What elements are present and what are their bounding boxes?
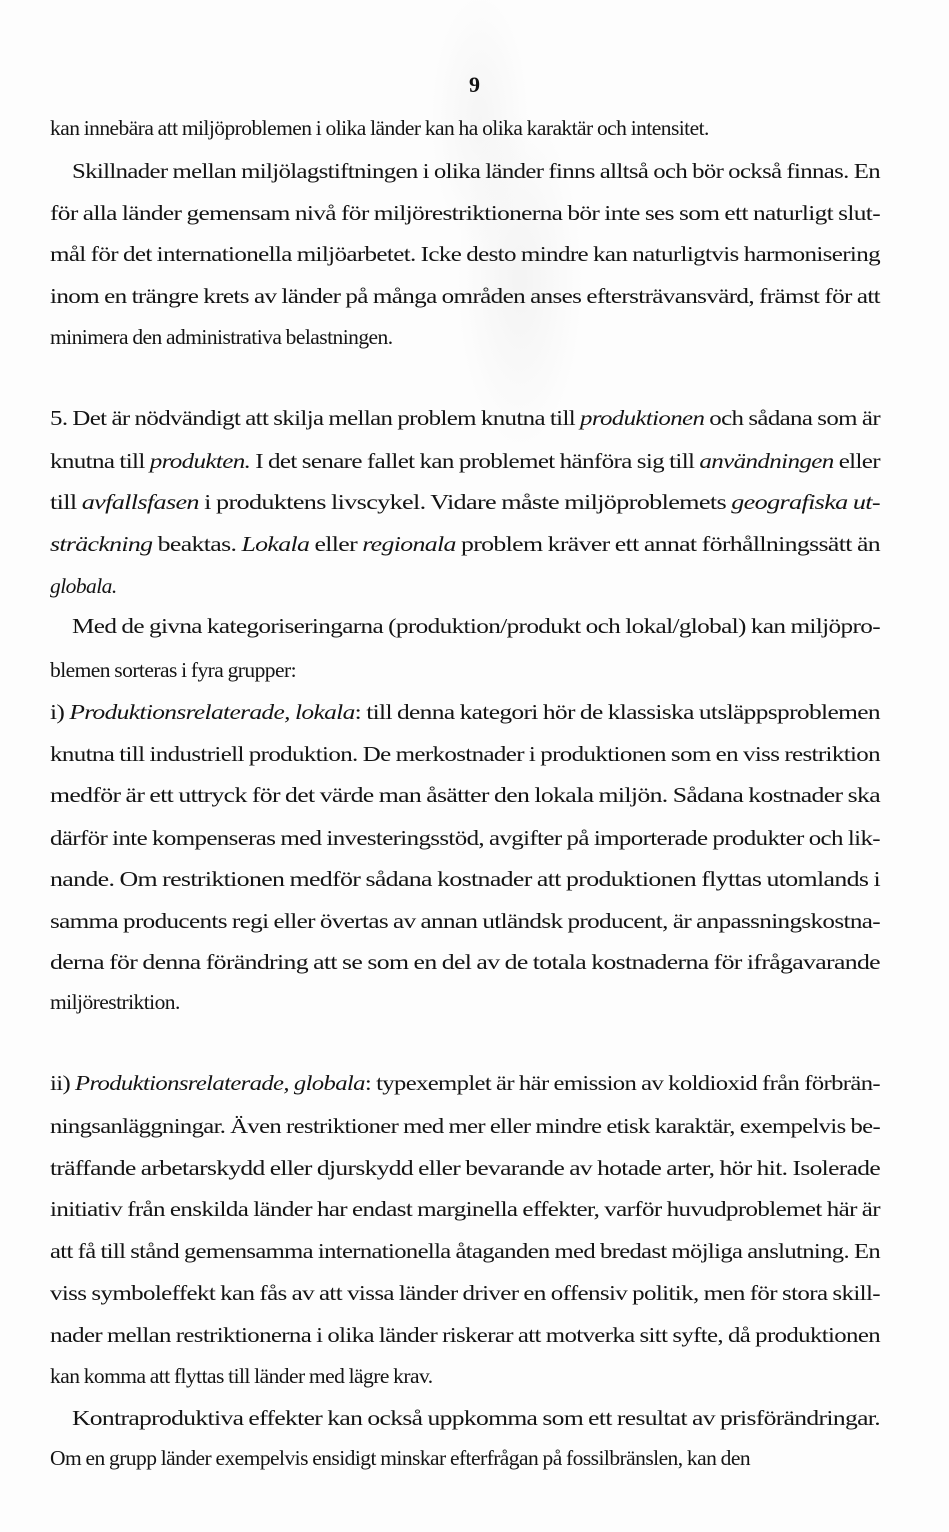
italic-term: Lokala [241, 532, 310, 556]
text-line [50, 574, 117, 599]
text-line: att få till stånd gemensamma internationella åtaganden med bredast möjliga anslutning. En [50, 1239, 881, 1263]
text-segment: beaktas. [152, 532, 242, 556]
text-line: Kontraproduktiva effekter kan också uppkomma som ett resultat av prisförändringar. [72, 1406, 880, 1430]
text-segment: till [50, 490, 82, 514]
text-segment: problem kräver ett annat förhållningssätt än [455, 532, 881, 556]
page-number: 9 [469, 72, 480, 97]
text-line: Skillnader mellan miljölagstiftningen i olika länder finns alltså och bör också finnas. En [72, 159, 880, 183]
text-line: träffande arbetarskydd eller djurskydd eller bevarande av hotade arter, hör hit. Isolerade [50, 1156, 881, 1180]
text-line: inom en trängre krets av länder på många områden anses eftersträvansvärd, främst för att [50, 284, 881, 308]
text-segment: eller [833, 449, 881, 473]
text-line: miljörestriktion. [50, 990, 180, 1014]
italic-term: produktionen [580, 406, 705, 430]
italic-term: Produktionsrelaterade, lokala [69, 700, 355, 724]
text-segment: 5. Det är nödvändigt att skilja mellan problem knutna till [50, 406, 581, 430]
text-segment: I det senare fallet kan problemet hänföra sig till [250, 449, 700, 473]
text-line: samma producents regi eller övertas av annan utländsk producent, är anpassningskostna- [50, 909, 880, 933]
text-line: för alla länder gemensam nivå för miljörestriktionerna bör inte ses som ett naturligt slut- [50, 201, 881, 225]
text-segment: : till denna kategori hör de klassiska utsläppsproblemen [354, 700, 880, 724]
text-line: initiativ från enskilda länder har endast marginella effekter, varför huvudproblemet här är [50, 1197, 880, 1221]
text-line: kan komma att flyttas till länder med lägre krav. [50, 1364, 433, 1388]
text-segment: eller [309, 532, 363, 556]
text-line: derna för denna förändring att se som en del av de totala kostnaderna för ifrågavarande [50, 950, 880, 974]
text-line: medför är ett uttryck för det värde man åsätter den lokala miljön. Sådana kostnader ska [50, 783, 880, 807]
text-line: knutna till industriell produktion. De merkostnader i produktionen som en viss restriktion [50, 742, 881, 766]
italic-term: produkten. [149, 449, 251, 473]
text-segment: ii) [50, 1071, 76, 1095]
text-segment: i produktens livscykel. Vidare måste miljöproblemets [198, 490, 732, 514]
text-line: därför inte kompenseras med investeringsstöd, avgifter på importerade produkter och lik- [50, 826, 880, 850]
text-line [50, 532, 880, 557]
text-line: Om en grupp länder exempelvis ensidigt minskar efterfrågan på fossilbränslen, kan den [50, 1446, 751, 1470]
italic-term: sträckning [50, 532, 153, 556]
text-line: nande. Om restriktionen medför sådana kostnader att produktionen flyttas utomlands i [50, 867, 881, 891]
text-line: ningsanläggningar. Även restriktioner med mer eller mindre etisk karaktär, exempelvis be- [50, 1114, 881, 1138]
text-segment: i) [50, 700, 70, 724]
text-segment: knutna till [50, 449, 150, 473]
text-line: viss symboleffekt kan fås av att vissa länder driver en offensiv politik, men för stora skill- [50, 1281, 880, 1305]
text-line: kan innebära att miljöproblemen i olika länder kan ha olika karaktär och intensitet. [50, 116, 709, 140]
text-line [50, 1071, 880, 1096]
text-line: minimera den administrativa belastningen. [50, 325, 393, 349]
text-line: blemen sorteras i fyra grupper: [50, 658, 297, 682]
text-line: Med de givna kategoriseringarna (produktion/produkt och lokal/global) kan miljöpro- [72, 614, 880, 638]
text-line: nader mellan restriktionerna i olika länder riskerar att motverka sitt syfte, då produktionen [50, 1323, 881, 1347]
text-segment: : typexemplet är här emission av koldioxid från förbrän- [364, 1071, 881, 1095]
italic-term: geografiska ut- [731, 490, 880, 514]
text-segment: och sådana som är [704, 406, 880, 430]
italic-term: användningen [699, 449, 834, 473]
text-line [50, 406, 880, 431]
text-line: mål för det internationella miljöarbetet. Icke desto mindre kan naturligtvis harmonisering [50, 242, 881, 266]
text-line [50, 449, 880, 474]
italic-term: regionala [362, 532, 456, 556]
italic-term: globala. [50, 574, 117, 598]
text-line [50, 700, 880, 725]
text-line [50, 490, 880, 515]
italic-term: avfallsfasen [81, 490, 199, 514]
italic-term: Produktionsrelaterade, globala [75, 1071, 365, 1095]
